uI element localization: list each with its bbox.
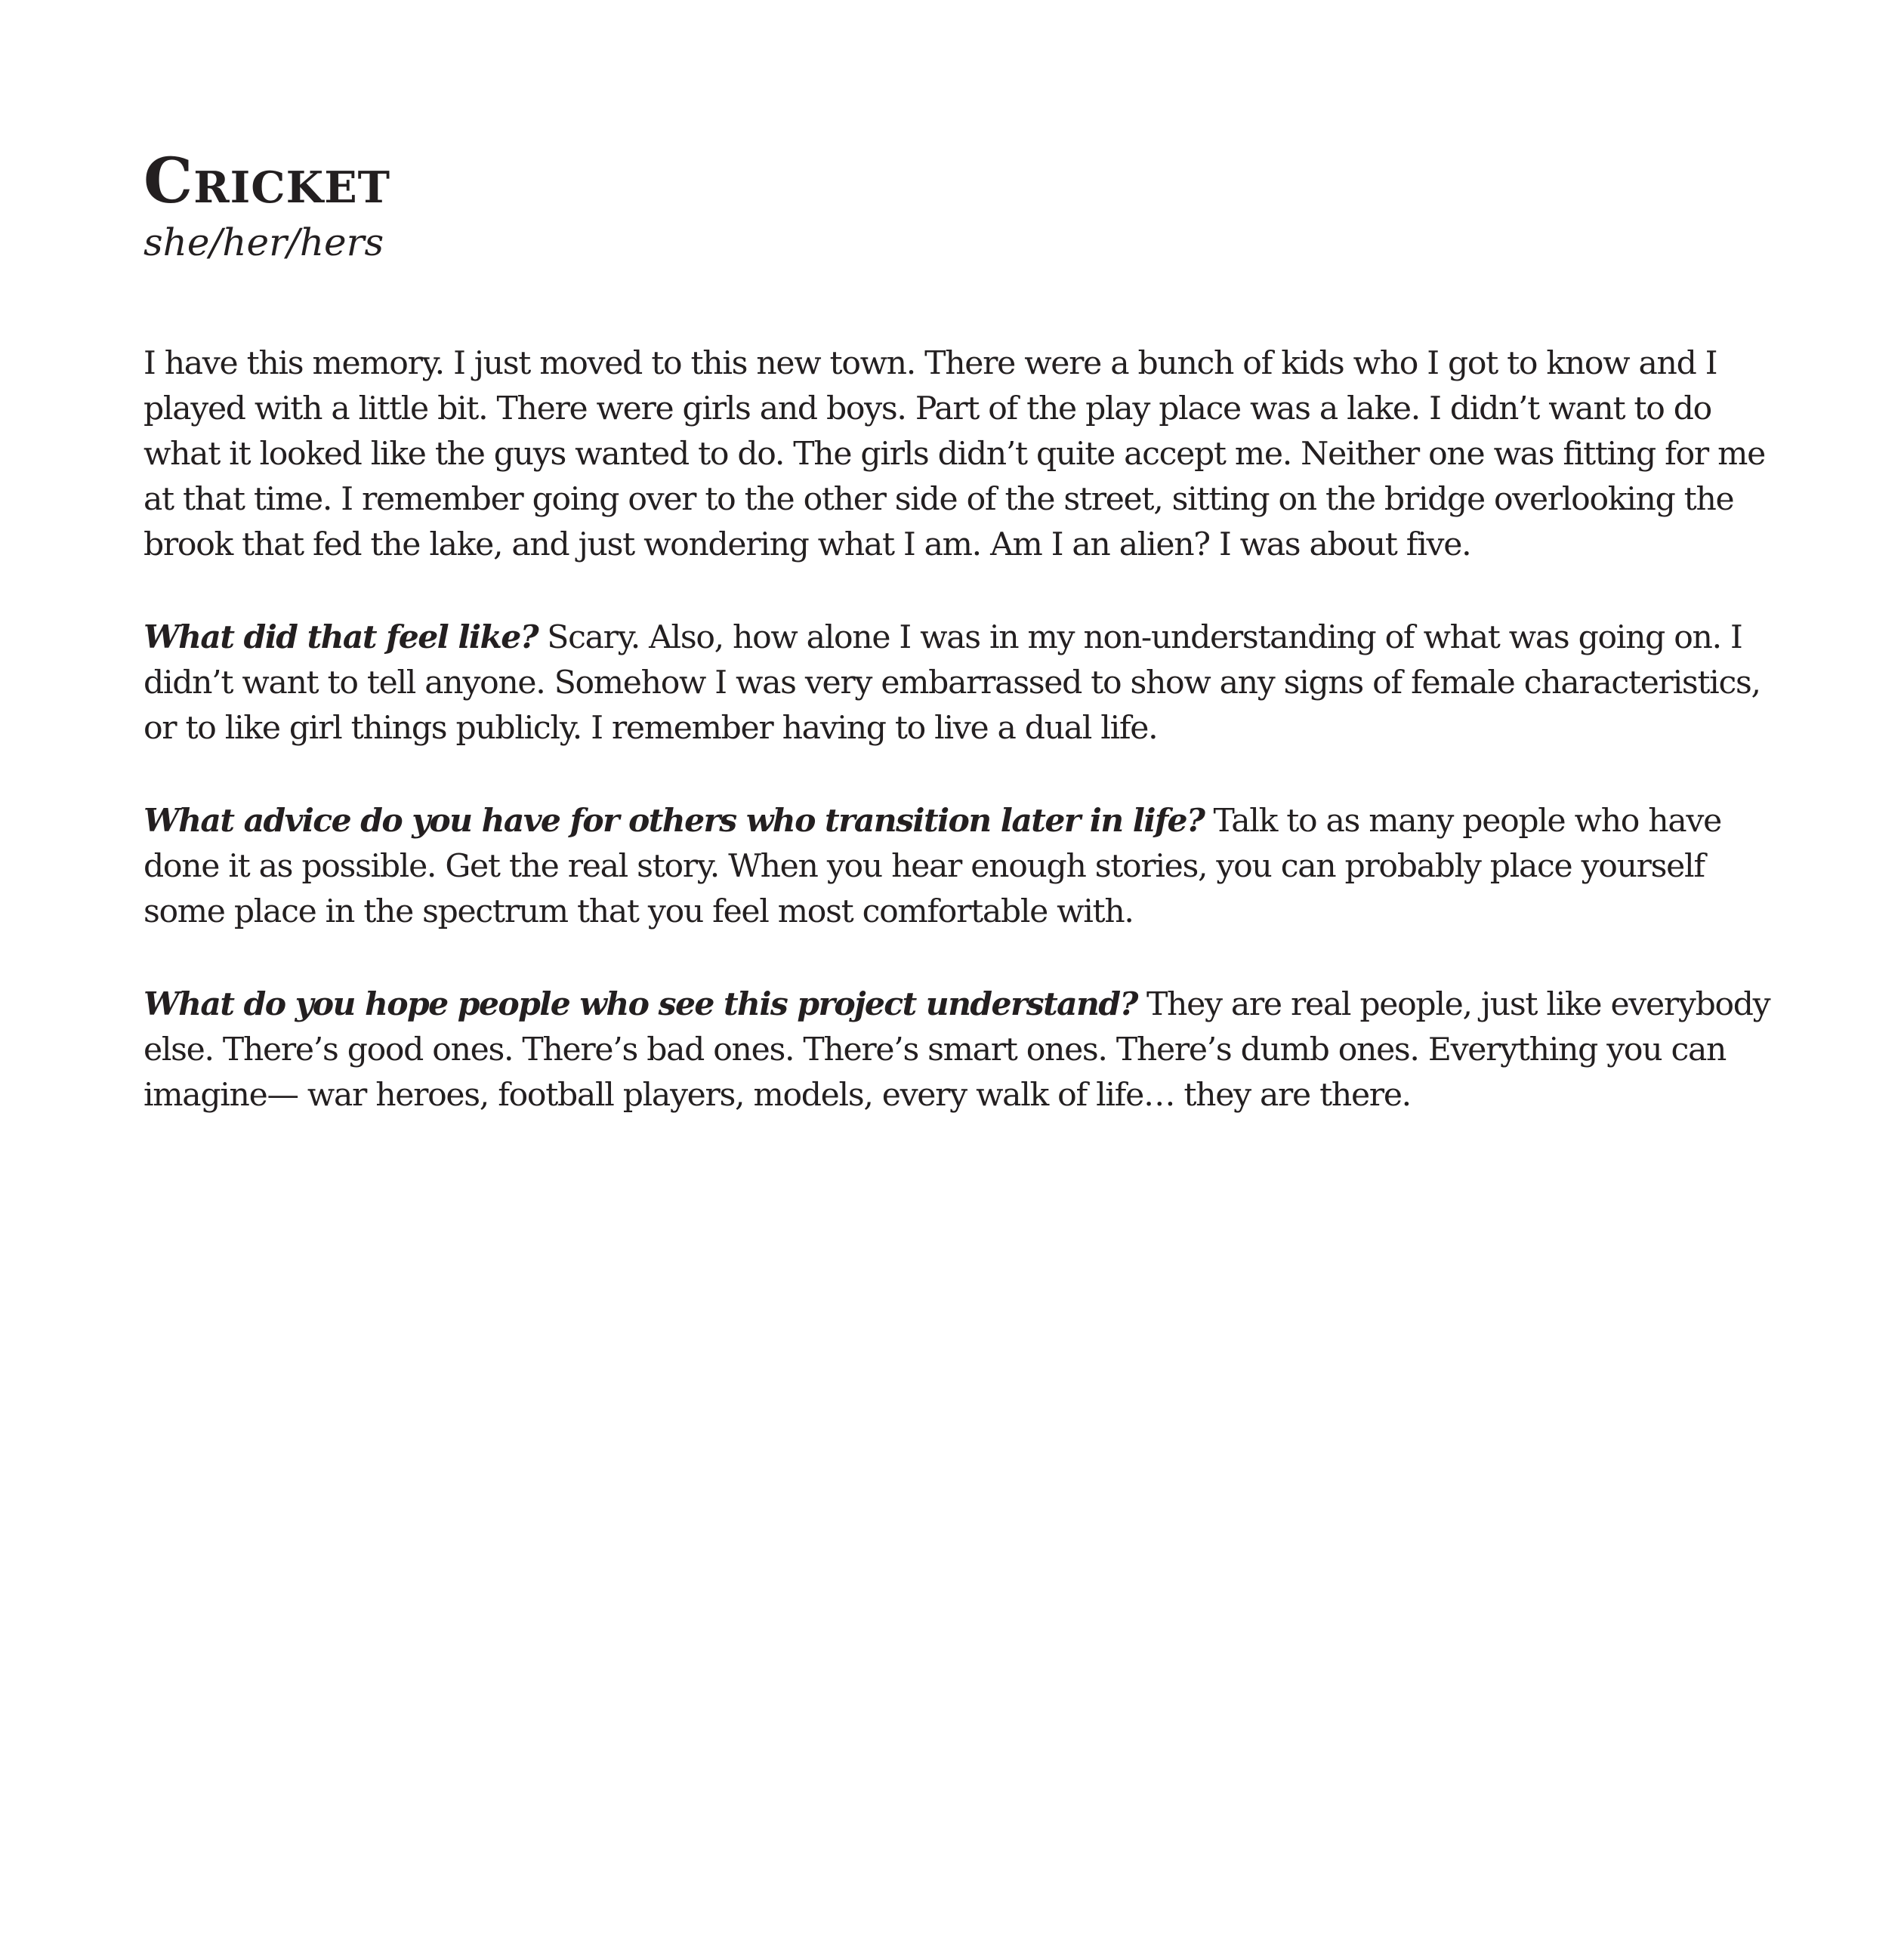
story-paragraph-advice (143, 798, 1790, 935)
story-paragraph-feeling (143, 615, 1790, 751)
profile-pronouns: she/her/hers (143, 220, 384, 264)
story-paragraph-hope (143, 982, 1790, 1118)
question-hope: What do you hope people who see this project understand? (143, 985, 1137, 1023)
answer-feeling: Scary. Also, how alone I was in my non-understanding of what was going on. I didn’t want to tell anyone. Somehow I was very embarrassed to show any signs of female characteristics, or to like girl things publicly. I remember having to live a dual life. (143, 619, 1761, 747)
profile-name: Cricket (143, 145, 391, 217)
question-feeling: What did that feel like? (143, 618, 538, 656)
story-body (143, 341, 1790, 1118)
profile-page (143, 143, 1790, 1165)
answer-advice: Talk to as many people who have done it as possible. Get the real story. When you hear enough stories, you can probably place yourself some place in the spectrum that you feel most comfortable with. (143, 803, 1721, 930)
story-paragraph-intro (143, 341, 1790, 568)
answer-hope: They are real people, just like everybody else. There’s good ones. There’s bad ones. There’s smart ones. There’s dumb ones. Everything you can imagine— war heroes, football players, models, every walk of life… they are there. (143, 986, 1770, 1114)
intro-text: I have this memory. I just moved to this new town. There were a bunch of kids who I got to know and I played with a little bit. There were girls and boys. Part of the play place was a lake. I didn’t want to do what it looked like the guys wanted to do. The girls didn’t quite accept me. Neither one was fitting for me at that time. I remember going over to the other side of the street, sitting on the bridge overlooking the brook that fed the lake, and just wondering what I am. Am I an alien? I was about five. (143, 345, 1765, 563)
question-advice: What advice do you have for others who transition later in life? (143, 802, 1205, 840)
